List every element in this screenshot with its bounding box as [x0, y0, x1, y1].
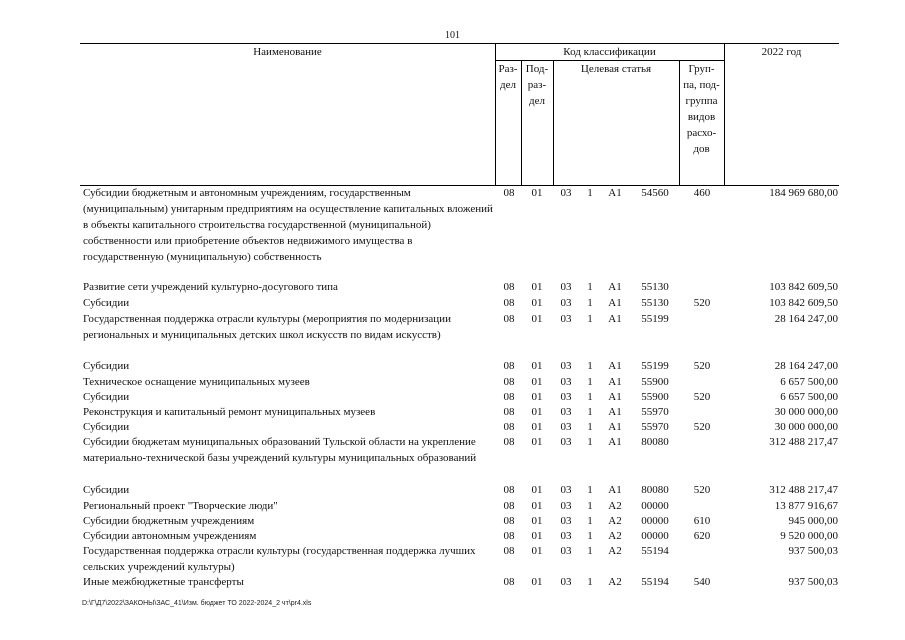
row-target-1: 03	[560, 436, 572, 448]
row-razdel: 08	[503, 187, 515, 199]
row-target-3: A1	[608, 360, 622, 372]
row-target-1: 03	[560, 281, 572, 293]
row-amount: 103 842 609,50	[769, 297, 838, 309]
row-target-3: A2	[608, 576, 622, 588]
row-podrazdel: 01	[531, 391, 543, 403]
header-code: Код классификации	[563, 46, 656, 58]
row-podrazdel: 01	[531, 530, 543, 542]
row-target-3: A1	[608, 281, 622, 293]
row-target-2: 1	[587, 376, 593, 388]
row-target-2: 1	[587, 515, 593, 527]
row-podrazdel: 01	[531, 421, 543, 433]
row-podrazdel: 01	[531, 360, 543, 372]
row-podrazdel: 01	[531, 406, 543, 418]
row-target-4: 00000	[641, 515, 669, 527]
row-target-1: 03	[560, 530, 572, 542]
row-target-4: 55900	[641, 376, 669, 388]
row-amount: 937 500,03	[788, 576, 838, 588]
row-target-4: 80080	[641, 436, 669, 448]
row-target-3: A1	[608, 187, 622, 199]
row-target-2: 1	[587, 484, 593, 496]
row-group: 520	[693, 391, 711, 403]
header-name: Наименование	[253, 46, 322, 58]
row-target-1: 03	[560, 576, 572, 588]
row-target-1: 03	[560, 500, 572, 512]
row-amount: 6 657 500,00	[780, 391, 838, 403]
row-target-1: 03	[560, 421, 572, 433]
row-target-4: 55970	[641, 421, 669, 433]
row-target-2: 1	[587, 187, 593, 199]
row-amount: 184 969 680,00	[769, 187, 838, 199]
header-year: 2022 год	[761, 46, 802, 58]
table-header	[80, 43, 839, 186]
row-group: 520	[693, 297, 711, 309]
row-target-4: 80080	[641, 484, 669, 496]
row-podrazdel: 01	[531, 545, 543, 557]
row-group: 610	[693, 515, 711, 527]
row-target-1: 03	[560, 187, 572, 199]
row-podrazdel: 01	[531, 515, 543, 527]
row-target-3: A1	[608, 391, 622, 403]
row-podrazdel: 01	[531, 576, 543, 588]
row-name: Субсидии	[83, 484, 130, 496]
row-target-1: 03	[560, 391, 572, 403]
row-name: Развитие сети учреждений культурно-досугового типа	[83, 281, 338, 293]
row-amount: 312 488 217,47	[769, 484, 838, 496]
row-target-2: 1	[587, 530, 593, 542]
row-razdel: 08	[503, 313, 515, 325]
header-group: Груп- па, под- группа видов расхо- дов	[683, 63, 720, 155]
row-name: Государственная поддержка отрасли культуры (мероприятия по модернизации региональных и муниципальных детских школ искусств по видам искусств)	[83, 313, 451, 341]
row-razdel: 08	[503, 436, 515, 448]
row-amount: 103 842 609,50	[769, 281, 838, 293]
row-target-3: A1	[608, 406, 622, 418]
row-podrazdel: 01	[531, 297, 543, 309]
row-name: Субсидии	[83, 421, 130, 433]
row-amount: 28 164 247,00	[774, 313, 838, 325]
row-group: 520	[693, 421, 711, 433]
row-target-2: 1	[587, 406, 593, 418]
row-razdel: 08	[503, 376, 515, 388]
header-podrazdel: Под- раз- дел	[525, 63, 549, 107]
row-target-4: 55194	[641, 545, 669, 557]
row-razdel: 08	[503, 530, 515, 542]
row-name: Региональный проект "Творческие люди"	[83, 500, 278, 512]
row-target-3: A2	[608, 530, 622, 542]
row-amount: 30 000 000,00	[774, 421, 838, 433]
row-target-4: 55194	[641, 576, 669, 588]
row-target-4: 55130	[641, 297, 669, 309]
row-target-4: 55130	[641, 281, 669, 293]
row-target-1: 03	[560, 313, 572, 325]
row-group: 460	[693, 187, 711, 199]
row-target-1: 03	[560, 360, 572, 372]
row-name: Иные межбюджетные трансферты	[83, 576, 244, 588]
row-razdel: 08	[503, 281, 515, 293]
row-name: Субсидии бюджетам муниципальных образований Тульской области на укрепление материально-технической базы учреждений культуры муниципальных образований	[83, 436, 477, 464]
row-group: 520	[693, 360, 711, 372]
row-target-1: 03	[560, 297, 572, 309]
row-name: Субсидии бюджетным учреждениям	[83, 515, 255, 527]
row-target-4: 55199	[641, 313, 669, 325]
row-podrazdel: 01	[531, 500, 543, 512]
row-target-1: 03	[560, 545, 572, 557]
row-name: Субсидии	[83, 391, 130, 403]
row-target-2: 1	[587, 297, 593, 309]
row-target-4: 55970	[641, 406, 669, 418]
row-razdel: 08	[503, 421, 515, 433]
row-podrazdel: 01	[531, 436, 543, 448]
row-target-3: A1	[608, 376, 622, 388]
row-target-3: A2	[608, 545, 622, 557]
row-group: 520	[693, 484, 711, 496]
row-razdel: 08	[503, 406, 515, 418]
row-amount: 937 500,03	[788, 545, 838, 557]
row-target-2: 1	[587, 545, 593, 557]
row-target-3: A1	[608, 436, 622, 448]
row-target-3: A1	[608, 484, 622, 496]
row-razdel: 08	[503, 515, 515, 527]
row-name: Субсидии	[83, 360, 130, 372]
row-name: Субсидии бюджетным и автономным учреждениям, государственным (муниципальным) унитарным предприятиям на осуществление капитальных вложений в объекты капитального строительства государственной (муниципальной) собственности или приобретение объектов недвижимого имущества в государственную (муниципальную) собственность	[83, 187, 493, 263]
row-amount: 13 877 916,67	[774, 500, 838, 512]
row-name: Реконструкция и капитальный ремонт муниципальных музеев	[83, 406, 376, 418]
row-target-3: A1	[608, 297, 622, 309]
row-name: Техническое оснащение муниципальных музеев	[83, 376, 310, 388]
row-razdel: 08	[503, 484, 515, 496]
row-amount: 6 657 500,00	[780, 376, 838, 388]
row-target-2: 1	[587, 313, 593, 325]
row-razdel: 08	[503, 297, 515, 309]
row-amount: 312 488 217,47	[769, 436, 838, 448]
row-razdel: 08	[503, 576, 515, 588]
row-target-2: 1	[587, 576, 593, 588]
row-group: 540	[693, 576, 711, 588]
row-name: Субсидии автономным учреждениям	[83, 530, 257, 542]
row-podrazdel: 01	[531, 376, 543, 388]
row-razdel: 08	[503, 545, 515, 557]
row-target-2: 1	[587, 421, 593, 433]
row-target-4: 00000	[641, 530, 669, 542]
row-target-2: 1	[587, 436, 593, 448]
row-target-1: 03	[560, 484, 572, 496]
row-target-4: 55900	[641, 391, 669, 403]
row-podrazdel: 01	[531, 187, 543, 199]
row-target-4: 00000	[641, 500, 669, 512]
row-amount: 9 520 000,00	[780, 530, 838, 542]
row-target-2: 1	[587, 500, 593, 512]
row-amount: 28 164 247,00	[774, 360, 838, 372]
row-group: 620	[693, 530, 711, 542]
row-name: Государственная поддержка отрасли культуры (государственная поддержка лучших сельских учреждений культуры)	[83, 545, 476, 573]
row-podrazdel: 01	[531, 281, 543, 293]
row-razdel: 08	[503, 500, 515, 512]
row-target-2: 1	[587, 360, 593, 372]
row-target-4: 54560	[641, 187, 669, 199]
row-target-3: A2	[608, 515, 622, 527]
header-target: Целевая статья	[580, 63, 652, 75]
row-target-1: 03	[560, 515, 572, 527]
page-number: 101	[445, 30, 460, 41]
row-target-3: A1	[608, 421, 622, 433]
row-target-3: A1	[608, 313, 622, 325]
row-podrazdel: 01	[531, 484, 543, 496]
row-target-4: 55199	[641, 360, 669, 372]
row-razdel: 08	[503, 391, 515, 403]
header-razdel: Раз- дел	[498, 63, 518, 91]
row-target-3: A2	[608, 500, 622, 512]
row-podrazdel: 01	[531, 313, 543, 325]
file-path-footer: D:\Г\Д7\2022\ЗАКОНЫ\ЗАС_41\Изм. бюджет ТО 2022-2024_2 чт\pr4.xls	[82, 600, 312, 607]
row-target-2: 1	[587, 391, 593, 403]
row-target-2: 1	[587, 281, 593, 293]
row-amount: 945 000,00	[788, 515, 838, 527]
row-target-1: 03	[560, 376, 572, 388]
row-name: Субсидии	[83, 297, 130, 309]
row-razdel: 08	[503, 360, 515, 372]
row-target-1: 03	[560, 406, 572, 418]
row-amount: 30 000 000,00	[774, 406, 838, 418]
